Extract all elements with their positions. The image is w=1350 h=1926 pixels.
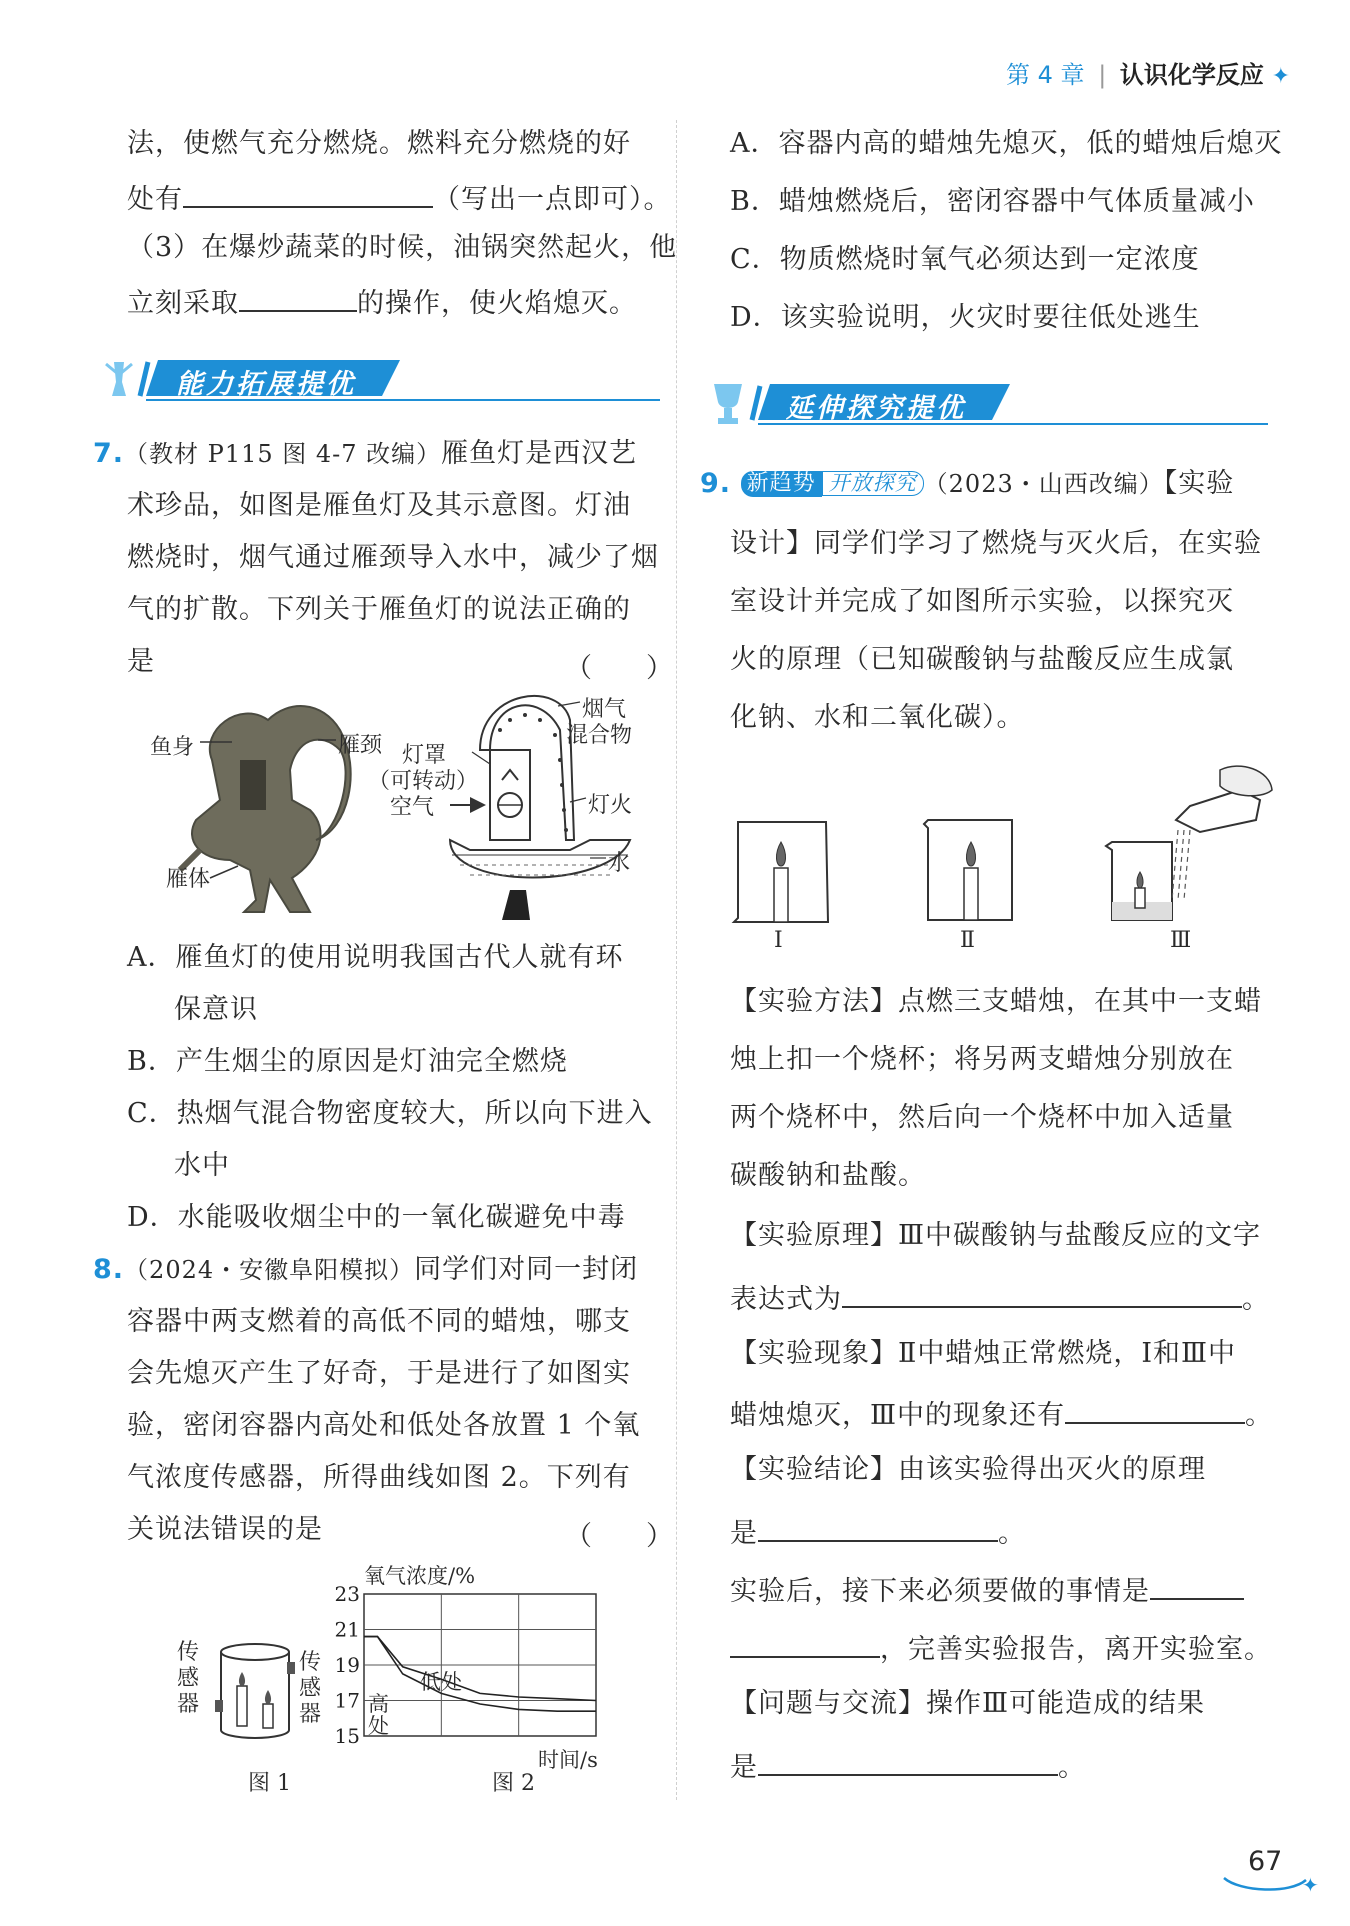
section-banner (708, 380, 1268, 430)
answer-blank[interactable] (1150, 1574, 1244, 1600)
header-separator: | (1098, 61, 1107, 89)
text-line: ，完善实验报告，离开实验室。 (730, 1632, 1272, 1663)
text-line: 室设计并完成了如图所示实验，以探究灭 (730, 586, 1234, 617)
label-fish-body: 鱼身 (150, 735, 195, 760)
answer-paren[interactable]: （ ） (565, 653, 673, 684)
sparkle-icon: ✦ (1271, 64, 1290, 89)
label-smoke-mix-1: 烟气 (582, 697, 627, 722)
option-c[interactable]: C．热烟气混合物密度较大，所以向下进入 (127, 1098, 653, 1129)
label-air: 空气 (390, 795, 435, 820)
text-line: 碳酸钠和盐酸。 (730, 1160, 926, 1191)
option-c-cont: 水中 (174, 1150, 230, 1181)
question-8-line: 8.（2024・安徽阜阳模拟）同学们对同一封闭 (93, 1254, 639, 1285)
question-number: 9. (700, 468, 732, 499)
chart-ylabel: 氧气浓度/% (364, 1564, 476, 1588)
figure-2-caption: 图 2 (492, 1771, 535, 1796)
option-d[interactable]: D．水能吸收烟尘中的一氧化碳避免中毒 (127, 1202, 626, 1233)
text-line: 蜡烛熄灭，Ⅲ中的现象还有 。 (730, 1400, 1274, 1431)
chart-label-high-2: 处 (368, 1714, 389, 1738)
answer-blank[interactable] (842, 1282, 1242, 1308)
tag-new-trend: 新趋势 (741, 471, 822, 497)
chart-xlabel: 时间/s (538, 1748, 598, 1772)
option-c[interactable]: C．物质燃烧时氧气必须达到一定浓度 (730, 244, 1200, 275)
answer-blank[interactable] (730, 1632, 880, 1658)
answer-blank[interactable] (183, 182, 433, 208)
text-line: 化钠、水和二氧化碳）。 (730, 702, 1025, 733)
chart-tick-label: 23 (334, 1582, 360, 1606)
chapter-label: 第 4 章 (1006, 61, 1085, 89)
setup-2 (924, 820, 1012, 920)
text-line: 【实验方法】点燃三支蜡烛，在其中一支蜡 (730, 986, 1262, 1017)
svg-text:✦: ✦ (1302, 1873, 1319, 1897)
text-line: 是 。 (730, 1518, 1026, 1549)
section-banner (100, 356, 660, 404)
question-9-line: 9. 新趋势 开放探究 （2023・山西改编）【实验 (700, 468, 1235, 499)
text-line: 【实验原理】Ⅲ中碳酸钠与盐酸反应的文字 (730, 1220, 1262, 1251)
text-line: 表达式为 。 (730, 1284, 1270, 1315)
candle-experiment-svg (720, 760, 1280, 960)
figure-label-3: Ⅲ (1170, 928, 1192, 953)
label-lamp-fire: 灯火 (588, 793, 633, 818)
text-line: 是 。 (730, 1752, 1086, 1783)
question-7-line: 7.（教材 P115 图 4-7 改编）雁鱼灯是西汉艺 (93, 438, 638, 469)
question-number: 7. (93, 438, 125, 469)
answer-blank[interactable] (1065, 1398, 1245, 1424)
text-line: 验，密闭容器内高处和低处各放置 1 个氧 (127, 1410, 641, 1441)
label-sensor-right: 传感器 (299, 1650, 322, 1727)
text-line: 两个烧杯中，然后向一个烧杯中加入适量 (730, 1102, 1234, 1133)
setup-1 (734, 822, 828, 922)
text-line: 法，使燃气充分燃烧。燃料充分燃烧的好 (127, 128, 631, 159)
question-number: 8. (93, 1254, 125, 1285)
text-line: 【问题与交流】操作Ⅲ可能造成的结果 (730, 1688, 1206, 1719)
figure-label-2: Ⅱ (960, 928, 975, 953)
chart-label-low: 低处 (420, 1670, 462, 1694)
text-line: 会先熄灭产生了好奇，于是进行了如图实 (127, 1358, 631, 1389)
text-line: 术珍品，如图是雁鱼灯及其示意图。灯油 (127, 490, 631, 521)
text-line: 火的原理（已知碳酸钠与盐酸反应生成氯 (730, 644, 1234, 675)
option-b[interactable]: B．产生烟尘的原因是灯油完全燃烧 (127, 1046, 568, 1077)
text-line: 气浓度传感器，所得曲线如图 2。下列有 (127, 1462, 631, 1493)
chart-tick-label: 17 (334, 1688, 360, 1713)
figure-label-1: Ⅰ (774, 928, 783, 953)
header (1006, 55, 1290, 91)
option-a-cont: 保意识 (174, 994, 258, 1025)
chart-tick-label: 19 (334, 1653, 360, 1677)
section-title: 能力拓展提优 (176, 369, 356, 400)
page-number: 67 (1248, 1846, 1283, 1877)
text-line: 容器中两支燃着的高低不同的蜡烛，哪支 (127, 1306, 631, 1337)
text-line: 是 (127, 646, 155, 677)
column-divider (676, 120, 677, 1800)
chart-tick-label: 15 (334, 1724, 360, 1748)
oxygen-chart (330, 1560, 620, 1796)
goose-fish-lamp-figure (140, 690, 660, 930)
text-line: 【实验结论】由该实验得出灭火的原理 (730, 1454, 1206, 1485)
text-line: 设计】同学们学习了燃烧与灭火后，在实验 (730, 528, 1262, 559)
option-a[interactable]: A．雁鱼灯的使用说明我国古代人就有环 (127, 942, 624, 973)
text-line: 立刻采取 的操作，使火焰熄灭。 (127, 288, 637, 319)
answer-paren[interactable]: （ ） (565, 1521, 673, 1552)
section-title: 延伸探究提优 (786, 393, 966, 424)
option-b[interactable]: B．蜡烛燃烧后，密闭容器中气体质量减小 (730, 186, 1255, 217)
text-line: 处有 （写出一点即可）。 (127, 184, 672, 215)
figure-1-caption: 图 1 (248, 1771, 291, 1796)
tag-open-inquiry: 开放探究 (822, 471, 924, 496)
answer-blank[interactable] (239, 286, 357, 312)
chart-label-high-1: 高 (368, 1692, 389, 1716)
label-smoke-mix-2: 混合物 (566, 723, 633, 748)
option-d[interactable]: D．该实验说明，火灾时要往低处逃生 (730, 302, 1201, 333)
label-sensor-left: 传感器 (177, 1640, 200, 1717)
text-line: 关说法错误的是 (127, 1514, 323, 1545)
text-line: 燃烧时，烟气通过雁颈导入水中，减少了烟 (127, 542, 659, 573)
label-lampshade-2: （可转动） (368, 769, 479, 794)
chart-tick-label: 21 (334, 1617, 360, 1642)
text-line: 气的扩散。下列关于雁鱼灯的说法正确的 (127, 594, 631, 625)
chapter-title: 认识化学反应 (1119, 61, 1264, 89)
label-lampshade-1: 灯罩 (402, 743, 447, 768)
text-line: 烛上扣一个烧杯；将另两支蜡烛分别放在 (730, 1044, 1234, 1075)
label-water: 水 (608, 851, 631, 876)
answer-blank[interactable] (758, 1750, 1058, 1776)
answer-blank[interactable] (758, 1516, 998, 1542)
label-goose-body: 雁体 (166, 867, 211, 892)
text-line: 实验后，接下来必须要做的事情是 (730, 1574, 1244, 1605)
label-goose-neck: 雁颈 (338, 733, 383, 758)
setup-3 (1106, 766, 1272, 920)
option-a[interactable]: A．容器内高的蜡烛先熄灭，低的蜡烛后熄灭 (730, 128, 1283, 159)
text-line: （3）在爆炒蔬菜的时候，油锅突然起火，他 (127, 232, 678, 263)
page-number-badge (1220, 1840, 1320, 1900)
text-line: 【实验现象】Ⅱ中蜡烛正常燃烧，Ⅰ和Ⅲ中 (730, 1338, 1237, 1369)
candle-experiment-figure (720, 760, 1280, 960)
